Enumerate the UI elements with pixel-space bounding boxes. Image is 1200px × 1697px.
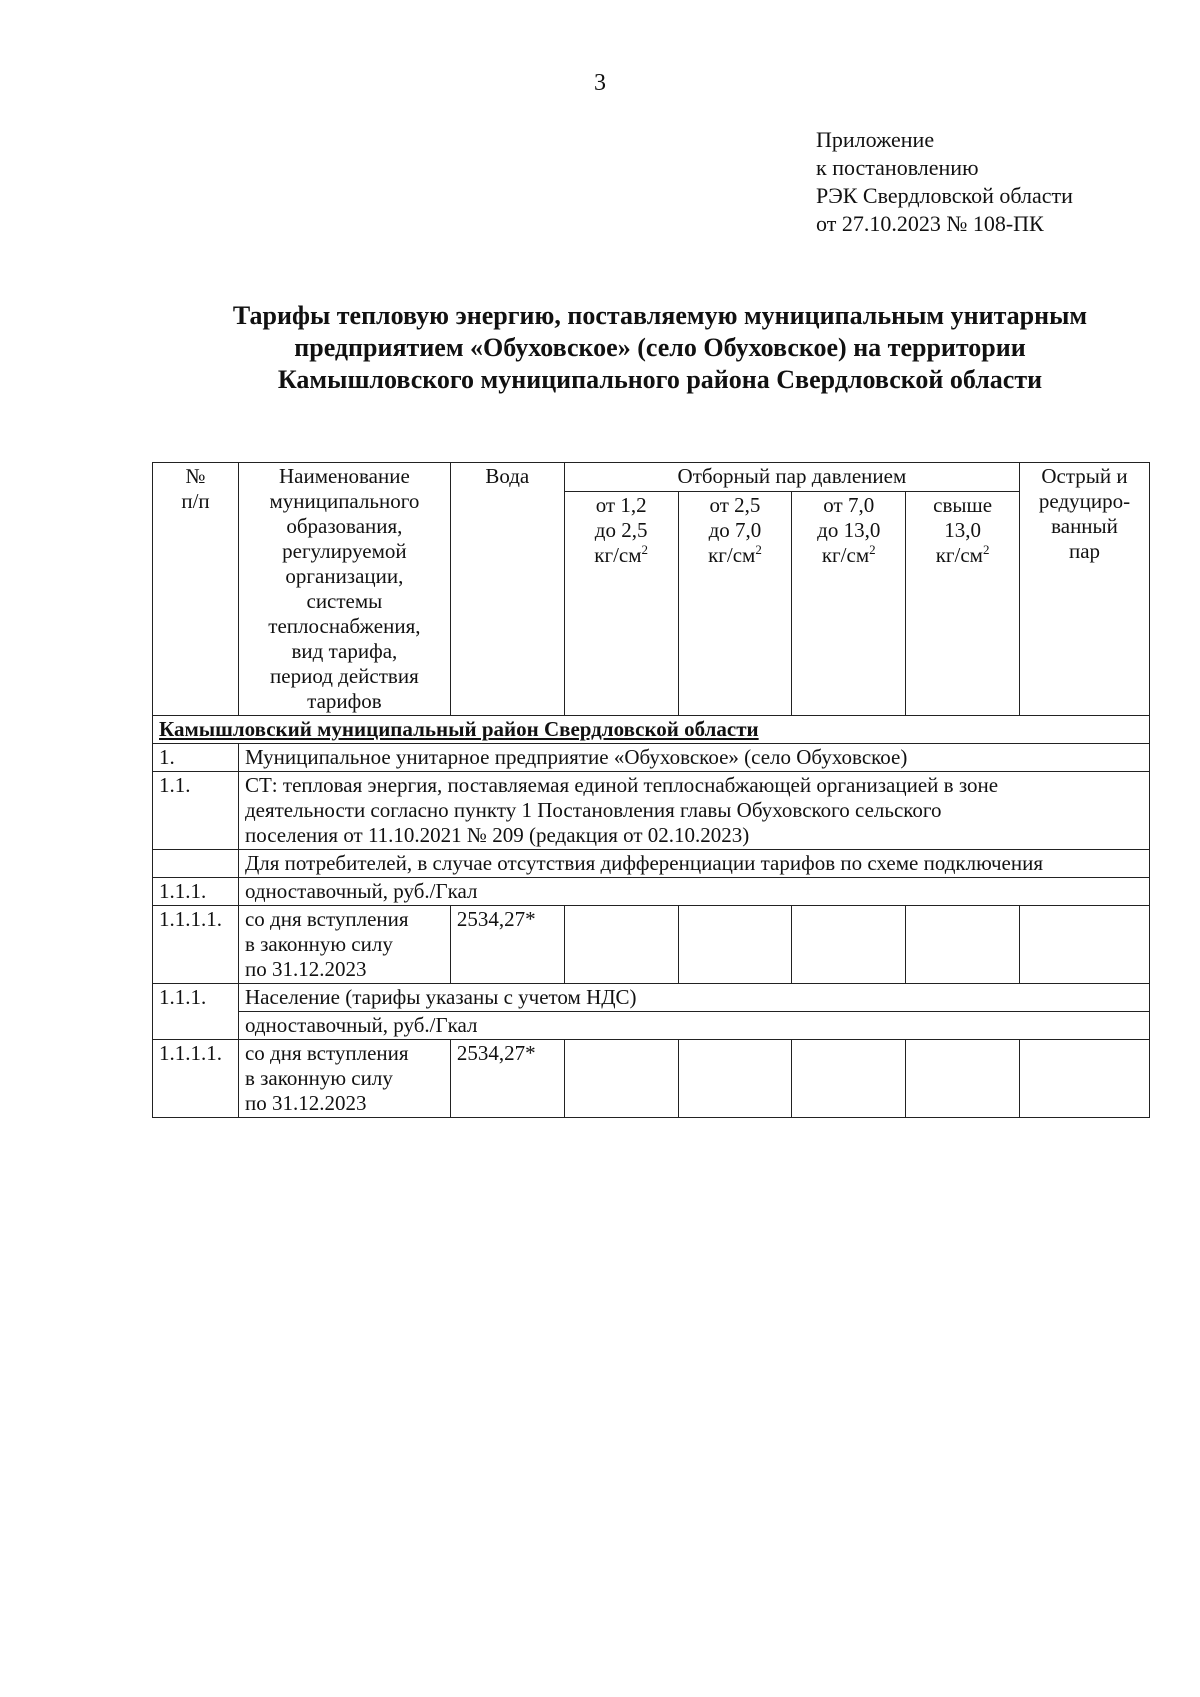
header-text: № [185, 464, 206, 488]
document-title [150, 300, 1170, 396]
unit-text: кг/см [821, 543, 870, 567]
row-num: 1.1.1.1. [153, 906, 239, 984]
header-unit [912, 543, 1013, 568]
header-text: системы [306, 589, 383, 613]
header-text: регулируемой [282, 539, 407, 563]
row-text-line: СТ: тепловая энергия, поставляемая единой теплоснабжающей организацией в зоне [244, 773, 999, 797]
table-row [153, 878, 1150, 906]
empty-cell [906, 1040, 1020, 1118]
row-text: Муниципальное унитарное предприятие «Обуховское» (село Обуховское) [238, 744, 1149, 772]
empty-cell [678, 1040, 792, 1118]
title-line: Тарифы тепловую энергию, поставляемую муниципальным унитарным [232, 301, 1088, 330]
header-text: свыше [933, 493, 993, 517]
table-row [153, 1012, 1150, 1040]
header-row [153, 463, 1150, 492]
header-text: 13,0 [944, 518, 981, 542]
header-sharp-steam [1020, 463, 1150, 716]
row-num-empty [153, 850, 239, 878]
page-number: 3 [594, 70, 606, 96]
empty-cell [564, 1040, 678, 1118]
row-text-line: поселения от 11.10.2021 № 209 (редакция от 02.10.2023) [244, 823, 750, 847]
header-text: Наименование [278, 464, 410, 488]
header-name [238, 463, 450, 716]
unit-power: 2 [869, 542, 876, 557]
header-text: от 7,0 [823, 493, 875, 517]
header-text: Острый и [1041, 464, 1128, 488]
unit-power: 2 [641, 542, 649, 557]
header-text: редуциро- [1038, 489, 1131, 513]
header-text: муниципального [269, 489, 420, 513]
table-row [153, 984, 1150, 1012]
header-text: период действия [270, 664, 419, 688]
header-unit [798, 543, 899, 568]
row-text: одноставочный, руб./Гкал [238, 878, 1149, 906]
row-text: Для потребителей, в случае отсутствия дифференциации тарифов по схеме подключения [238, 850, 1149, 878]
row-period [238, 1040, 450, 1118]
empty-cell [564, 906, 678, 984]
row-period [238, 906, 450, 984]
table-row [153, 850, 1150, 878]
header-text: от 1,2 [595, 493, 647, 517]
header-text: пар [1068, 539, 1101, 563]
appendix-line: Приложение [816, 127, 935, 152]
table-row [153, 744, 1150, 772]
unit-text: кг/см [935, 543, 983, 567]
row-num: 1. [153, 744, 239, 772]
header-text: до 13,0 [817, 518, 881, 542]
empty-cell [1020, 1040, 1150, 1118]
period-line: в законную силу [244, 932, 393, 956]
unit-text: кг/см [594, 543, 642, 567]
tariff-table [152, 462, 1150, 1118]
header-steam-col [678, 492, 792, 716]
water-tariff: 2534,27* [450, 1040, 564, 1118]
header-num [153, 463, 239, 716]
title-line: предприятием «Обуховское» (село Обуховское) на территории [294, 333, 1026, 362]
header-steam-col [906, 492, 1020, 716]
appendix-line: к постановлению [816, 155, 979, 180]
header-text: п/п [181, 489, 210, 513]
row-text [238, 772, 1149, 850]
header-text: теплоснабжения, [268, 614, 421, 638]
empty-cell [792, 906, 906, 984]
unit-text: кг/см [708, 543, 756, 567]
table-row [153, 772, 1150, 850]
row-num: 1.1.1. [153, 878, 239, 906]
period-line: по 31.12.2023 [244, 1091, 367, 1115]
title-line: Камышловского муниципального района Свердловской области [277, 365, 1043, 394]
header-text: до 2,5 [594, 518, 648, 542]
header-text: вид тарифа, [291, 639, 398, 663]
header-steam-col [792, 492, 906, 716]
period-line: по 31.12.2023 [244, 957, 367, 981]
table-row [153, 1040, 1150, 1118]
water-tariff: 2534,27* [450, 906, 564, 984]
table-row [153, 716, 1150, 744]
empty-cell [906, 906, 1020, 984]
appendix-line: РЭК Свердловской области [816, 183, 1073, 208]
region-row: Камышловский муниципальный район Свердловской области [153, 716, 1150, 744]
empty-cell [792, 1040, 906, 1118]
table-row [153, 906, 1150, 984]
header-text: организации, [285, 564, 404, 588]
row-num: 1.1.1. [153, 984, 239, 1040]
row-num: 1.1. [153, 772, 239, 850]
header-text: от 2,5 [709, 493, 761, 517]
period-line: со дня вступления [244, 1041, 409, 1065]
header-water: Вода [450, 463, 564, 716]
row-text: одноставочный, руб./Гкал [238, 1012, 1149, 1040]
empty-cell [1020, 906, 1150, 984]
row-text: Население (тарифы указаны с учетом НДС) [238, 984, 1149, 1012]
header-unit [571, 543, 672, 568]
period-line: со дня вступления [244, 907, 409, 931]
header-text: тарифов [307, 689, 382, 713]
unit-power: 2 [982, 542, 990, 557]
empty-cell [678, 906, 792, 984]
unit-power: 2 [755, 542, 762, 557]
appendix-block [816, 126, 1073, 238]
row-text-line: деятельности согласно пункту 1 Постановления главы Обуховского сельского [244, 798, 942, 822]
header-steam-col [564, 492, 678, 716]
header-steam-group: Отборный пар давлением [564, 463, 1019, 492]
row-num: 1.1.1.1. [153, 1040, 239, 1118]
header-text: до 7,0 [708, 518, 762, 542]
appendix-line: от 27.10.2023 № 108-ПК [816, 211, 1044, 236]
header-unit [685, 543, 786, 568]
header-text: ванный [1051, 514, 1118, 538]
period-line: в законную силу [244, 1066, 393, 1090]
header-text: образования, [286, 514, 403, 538]
